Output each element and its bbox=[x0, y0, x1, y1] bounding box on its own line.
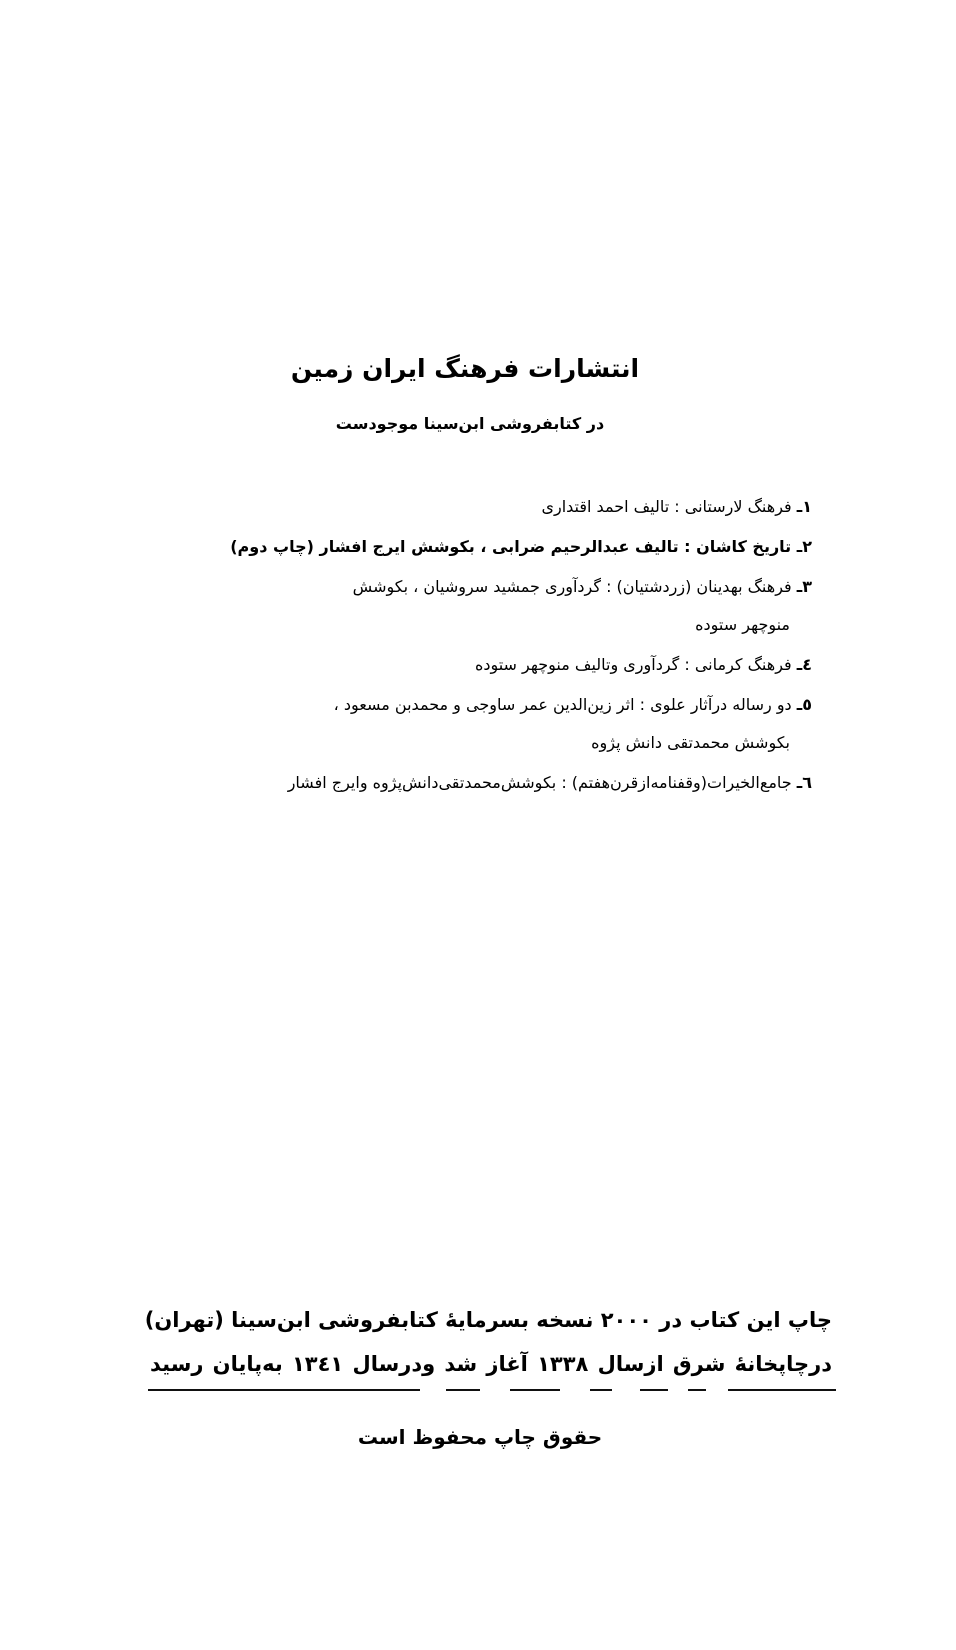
divider-gap bbox=[480, 1386, 510, 1394]
list-item-text: فرهنگ لارستانی : تالیف احمد اقتداری bbox=[541, 497, 792, 516]
list-item-text: جامع‌الخیرات(وقفنامه‌ازقرن‌هفتم) : بکوشش‌محمدتقی‌دانش‌پژوه وایرج افشار bbox=[287, 773, 792, 792]
list-item-number: ۲ـ bbox=[796, 537, 812, 556]
list-item-continuation: بکوشش محمدتقی دانش پژوه bbox=[591, 733, 790, 752]
list-item-line bbox=[128, 646, 812, 684]
list-item-text: فرهنگ بهدینان (زردشتیان) : گردآوری جمشید سروشیان ، بکوشش bbox=[352, 577, 792, 596]
list-item-text: تاریخ کاشان : تالیف عبدالرحیم ضرابی ، بکوشش ایرج افشار (چاپ دوم) bbox=[230, 537, 792, 556]
divider-gap bbox=[420, 1386, 446, 1394]
copyright-notice: حقوق چاپ محفوظ است bbox=[357, 1425, 603, 1449]
list-item-line bbox=[128, 686, 812, 724]
list-item-line bbox=[128, 568, 812, 606]
list-item-line bbox=[128, 764, 812, 802]
divider-gap bbox=[706, 1386, 728, 1394]
divider-gap bbox=[612, 1386, 640, 1394]
list-item bbox=[128, 568, 812, 644]
list-item-text: دو رساله درآثار علوی : اثر زین‌الدین عمر ساوجی و محمدبن مسعود ، bbox=[333, 695, 792, 714]
list-item-line bbox=[128, 488, 812, 526]
list-item bbox=[128, 488, 812, 526]
list-item-number: ۱ـ bbox=[796, 497, 812, 516]
list-item-number: ۳ـ bbox=[796, 577, 812, 596]
list-item bbox=[128, 646, 812, 684]
page-title: انتشارات فرهنگ ایران زمین bbox=[290, 354, 640, 383]
colophon-line-1: چاپ این کتاب در ۲۰۰۰ نسخه بسرمایهٔ کتابفروشی ابن‌سینا (تهران) bbox=[144, 1308, 832, 1332]
page-subtitle: در کتابفروشی ابن‌سینا موجودست bbox=[335, 414, 605, 433]
list-item-continuation: منوچهر ستوده bbox=[695, 615, 790, 634]
colophon-line-2: درچاپخانهٔ شرق ازسال ۱۳۳۸ آغاز شد ودرسال ۱۳٤۱ به‌پایان رسید bbox=[150, 1352, 832, 1376]
divider-gap bbox=[560, 1386, 590, 1394]
list-item-number: ٦ـ bbox=[796, 773, 812, 792]
list-item bbox=[128, 764, 812, 802]
list-item-text: فرهنگ کرمانی : گردآوری وتالیف منوچهر ستوده bbox=[474, 655, 792, 674]
publication-list bbox=[128, 488, 812, 804]
colophon bbox=[144, 1298, 832, 1386]
list-item bbox=[128, 528, 812, 566]
divider-gap bbox=[668, 1386, 688, 1394]
list-item-line bbox=[128, 528, 812, 566]
list-item-number: ٥ـ bbox=[796, 695, 812, 714]
list-item bbox=[128, 686, 812, 762]
list-item-number: ٤ـ bbox=[796, 655, 812, 674]
